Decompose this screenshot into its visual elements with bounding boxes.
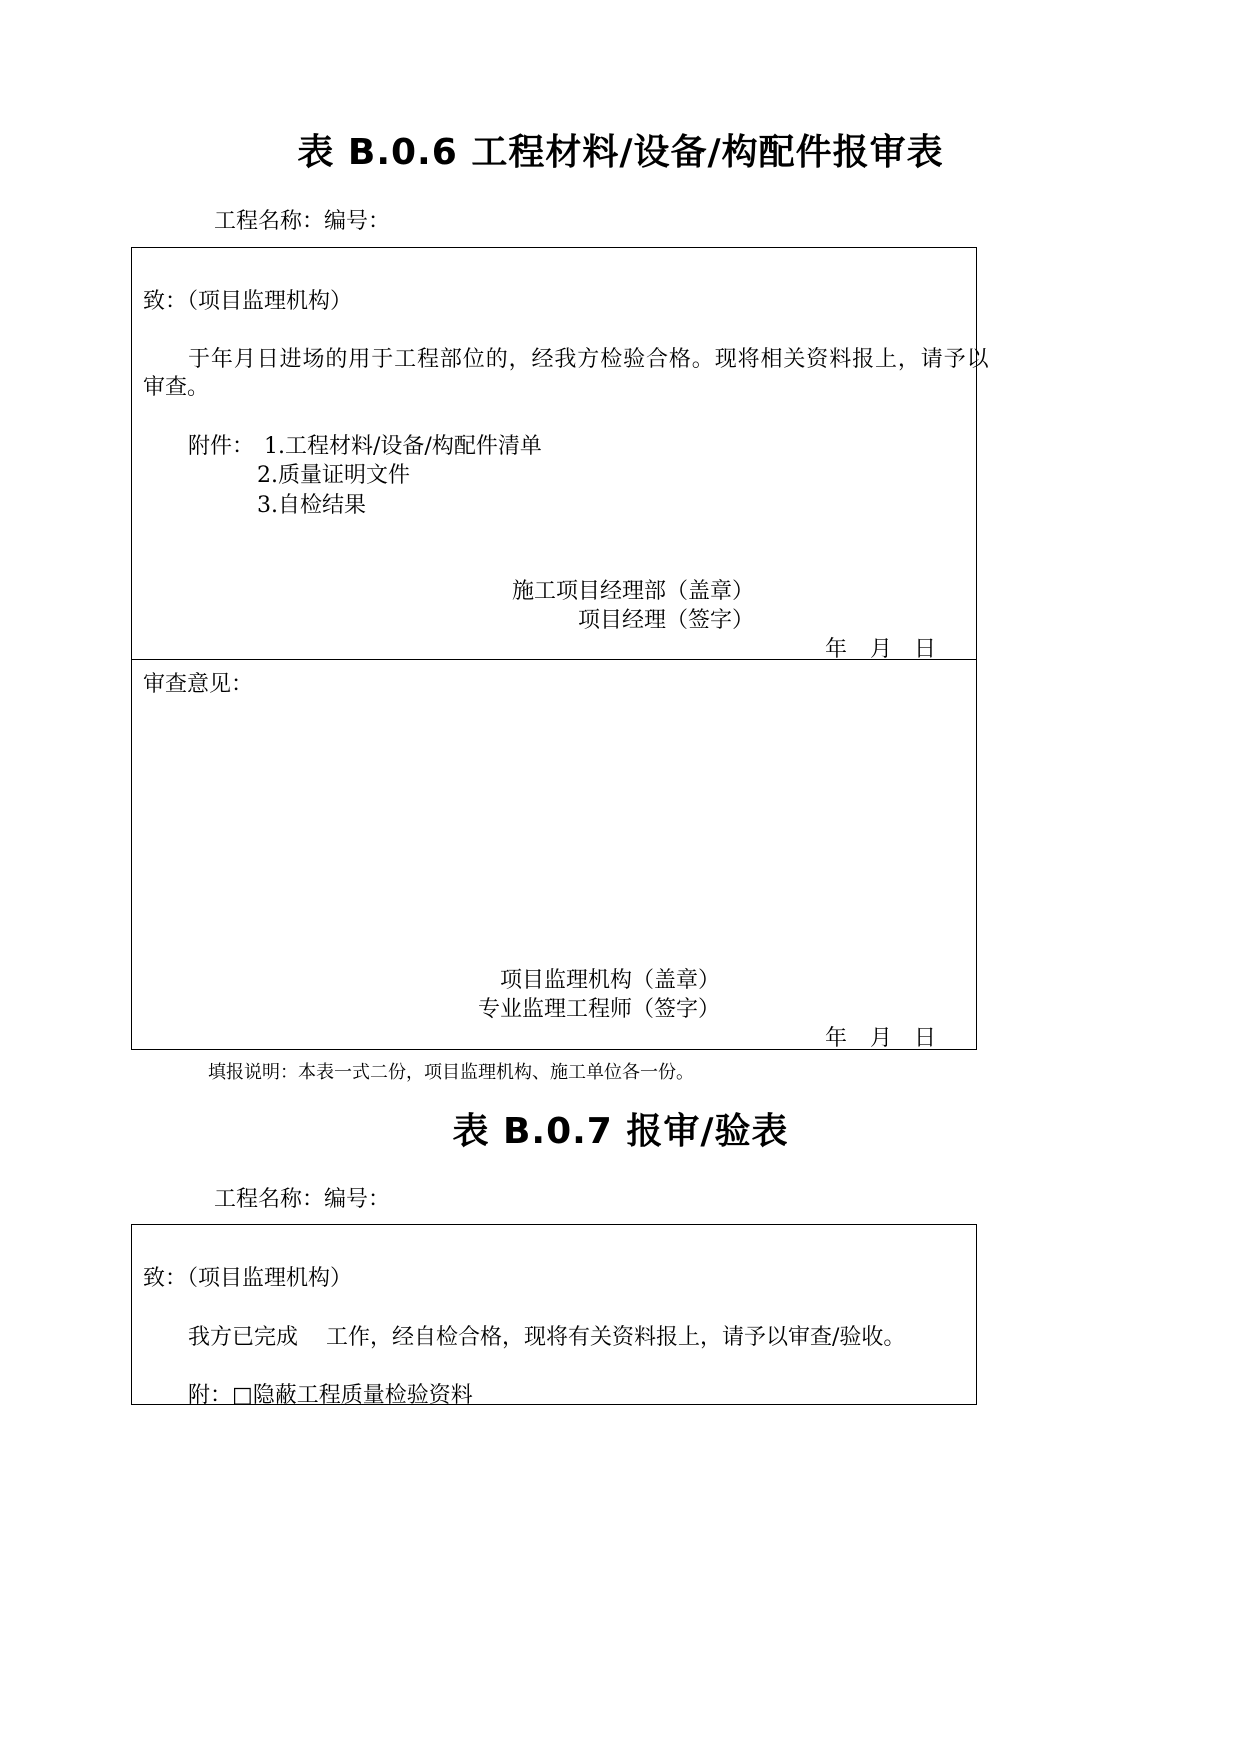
form-b07-paragraph: 我方已完成 工作，经自检合格，现将有关资料报上，请予以审查/验收。	[188, 1325, 906, 1350]
form-b06-divider	[131, 659, 977, 660]
form-b06-title: 表 B.0.6 工程材料/设备/构配件报审表	[297, 132, 944, 173]
form-b06-attach-label: 附件：	[188, 434, 255, 459]
form-b07-attach-line: 附：□隐蔽工程质量检验资料	[188, 1383, 473, 1408]
form-b06-paragraph-line1: 于年月日进场的用于工程部位的，经我方检验合格。现将相关资料报上，请予以	[188, 347, 990, 372]
form-b06-attach-item-1: 1.工程材料/设备/构配件清单	[264, 434, 542, 459]
form-b06-date2-month: 月	[870, 1026, 893, 1051]
form-b06-attach-item-2: 2.质量证明文件	[257, 463, 410, 488]
form-b06-sign-engineer: 专业监理工程师（签字）	[478, 997, 721, 1022]
form-b07-project-line: 工程名称：编号：	[214, 1187, 391, 1212]
form-b06-sign-dept: 施工项目经理部（盖章）	[512, 579, 755, 604]
form-b07-title: 表 B.0.7 报审/验表	[452, 1111, 789, 1152]
form-b06-review-label: 审查意见：	[143, 672, 254, 697]
form-b06-date-day: 日	[914, 637, 937, 662]
form-b06-date-year: 年	[825, 637, 848, 662]
form-b06-sign-manager: 项目经理（签字）	[578, 608, 755, 633]
form-b06-paragraph-line2: 审查。	[143, 375, 210, 400]
form-b06-note: 填报说明：本表一式二份，项目监理机构、施工单位各一份。	[208, 1062, 694, 1083]
form-b06-date2-year: 年	[825, 1026, 848, 1051]
form-b06-date-month: 月	[870, 637, 893, 662]
form-b06-attach-item-3: 3.自检结果	[257, 493, 366, 518]
form-b07-to-line: 致：（项目监理机构）	[143, 1266, 353, 1291]
form-b06-date2-day: 日	[914, 1026, 937, 1051]
form-b06-project-line: 工程名称：编号：	[214, 209, 391, 234]
form-b06-to-line: 致：（项目监理机构）	[143, 289, 353, 314]
form-b06-sign-org: 项目监理机构（盖章）	[500, 968, 721, 993]
